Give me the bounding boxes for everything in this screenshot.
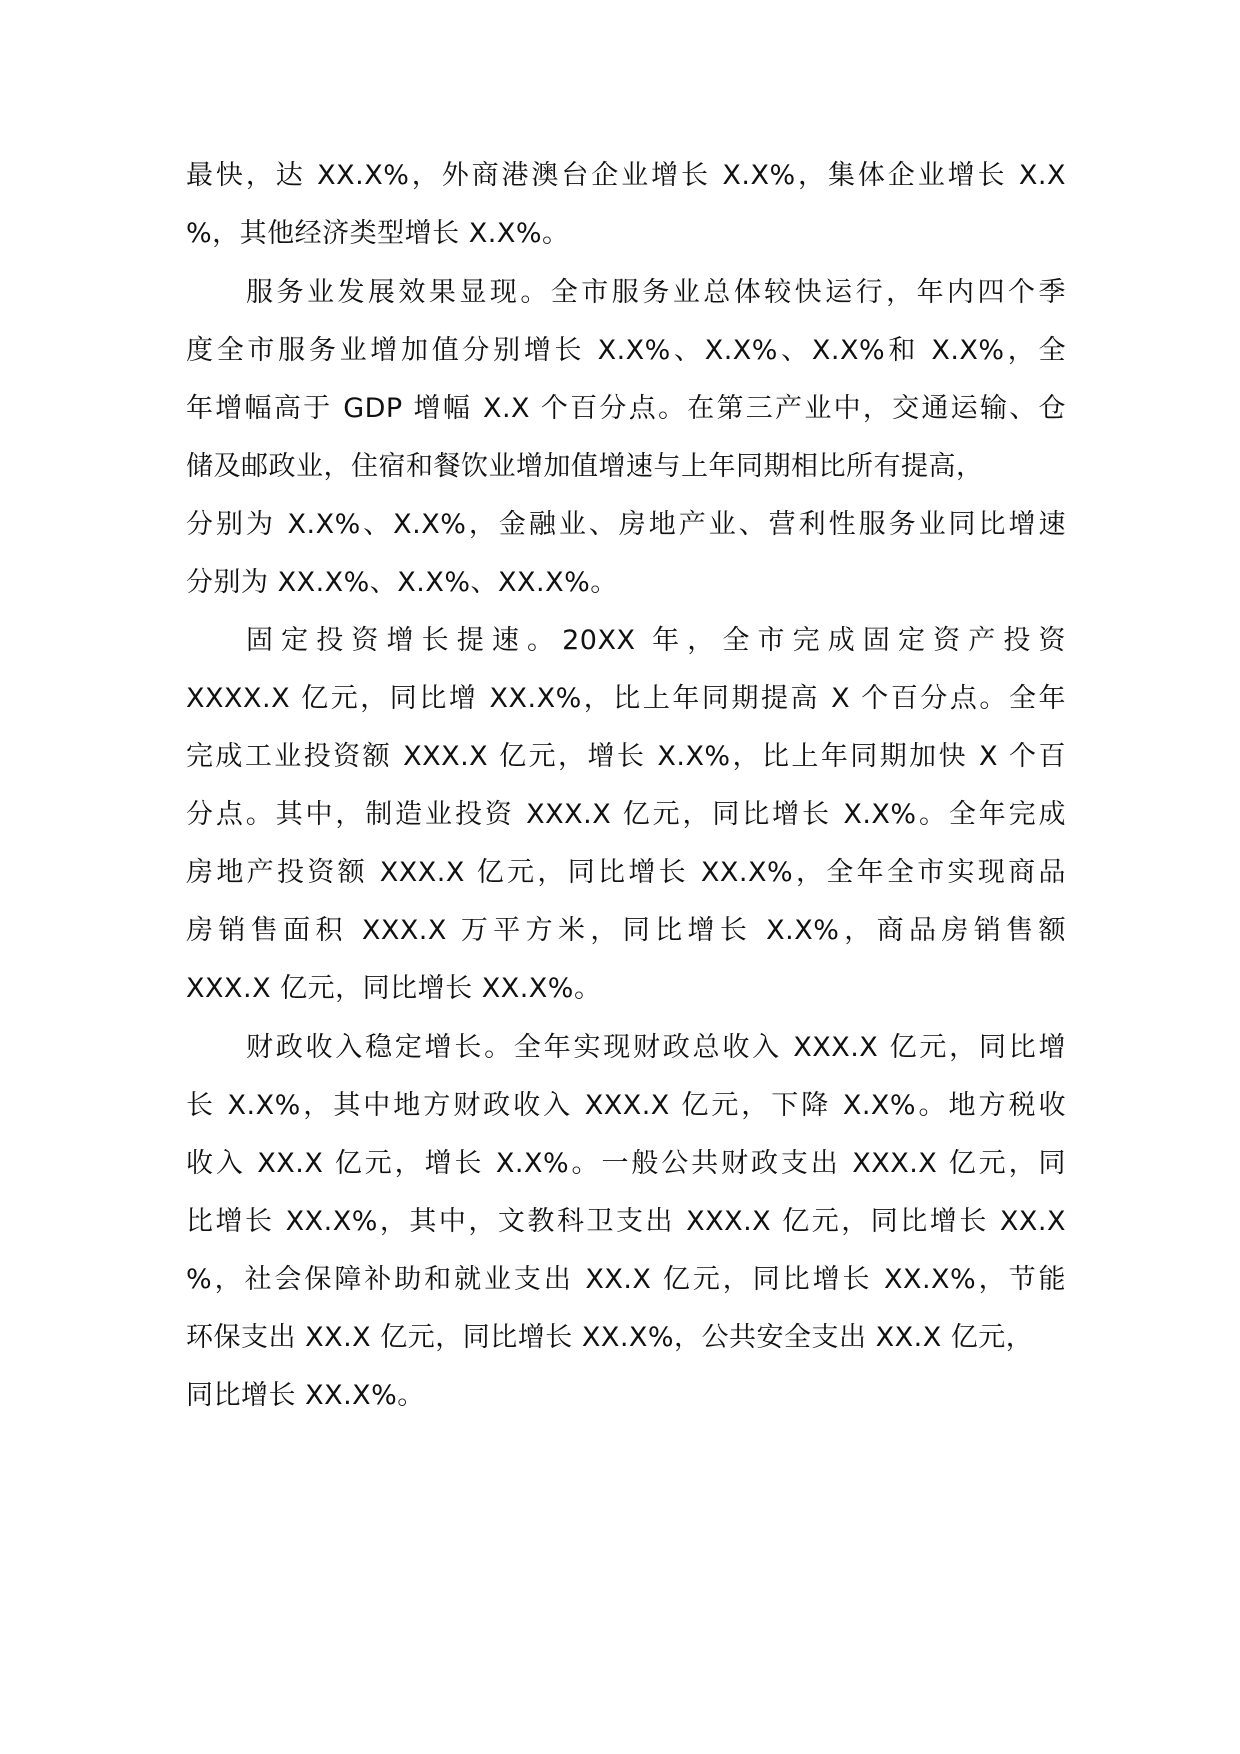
text-line: 房地产投资额 XXX.X 亿元，同比增长 XX.X%，全年全市实现商品 [186,857,1066,888]
text-line: 最快，达 XX.X%，外商港澳台企业增长 X.X%，集体企业增长 X.X [186,160,1066,191]
paragraph-first-line: 财政收入稳定增长。全年实现财政总收入 XXX.X 亿元，同比增 [246,1032,1066,1063]
text-line: 环保支出 XX.X 亿元，同比增长 XX.X%，公共安全支出 XX.X 亿元， [186,1322,1034,1353]
text-line: %，其他经济类型增长 X.X%。 [186,218,570,249]
text-line: 房销售面积 XXX.X 万平方米，同比增长 X.X%，商品房销售额 [186,915,1066,946]
text-line: XXXX.X 亿元，同比增 XX.X%，比上年同期提高 X 个百分点。全年 [186,683,1066,714]
text-line: 分点。其中，制造业投资 XXX.X 亿元，同比增长 X.X%。全年完成 [186,799,1066,830]
text-line: 年增幅高于 GDP 增幅 X.X 个百分点。在第三产业中，交通运输、仓 [186,393,1066,424]
text-line: 储及邮政业，住宿和餐饮业增加值增速与上年同期相比所有提高， [186,451,984,482]
text-line: 长 X.X%，其中地方财政收入 XXX.X 亿元，下降 X.X%。地方税收 [186,1090,1066,1121]
text-line: 完成工业投资额 XXX.X 亿元，增长 X.X%，比上年同期加快 X 个百 [186,741,1066,772]
text-line: 分别为 X.X%、X.X%，金融业、房地产业、营利性服务业同比增速 [186,509,1066,540]
text-line: %，社会保障补助和就业支出 XX.X 亿元，同比增长 XX.X%，节能 [186,1264,1066,1295]
text-line: 收入 XX.X 亿元，增长 X.X%。一般公共财政支出 XXX.X 亿元，同 [186,1148,1066,1179]
text-line: 比增长 XX.X%，其中，文教科卫支出 XXX.X 亿元，同比增长 XX.X [186,1206,1066,1237]
paragraph-first-line: 服务业发展效果显现。全市服务业总体较快运行，年内四个季 [246,277,1066,308]
paragraph-first-line: 固定投资增长提速。20XX 年，全市完成固定资产投资 [246,625,1066,656]
text-line: 度全市服务业增加值分别增长 X.X%、X.X%、X.X%和 X.X%，全 [186,335,1066,366]
text-line: 分别为 XX.X%、X.X%、XX.X%。 [186,567,618,598]
text-line: 同比增长 XX.X%。 [186,1380,425,1411]
text-line: XXX.X 亿元，同比增长 XX.X%。 [186,973,602,1004]
